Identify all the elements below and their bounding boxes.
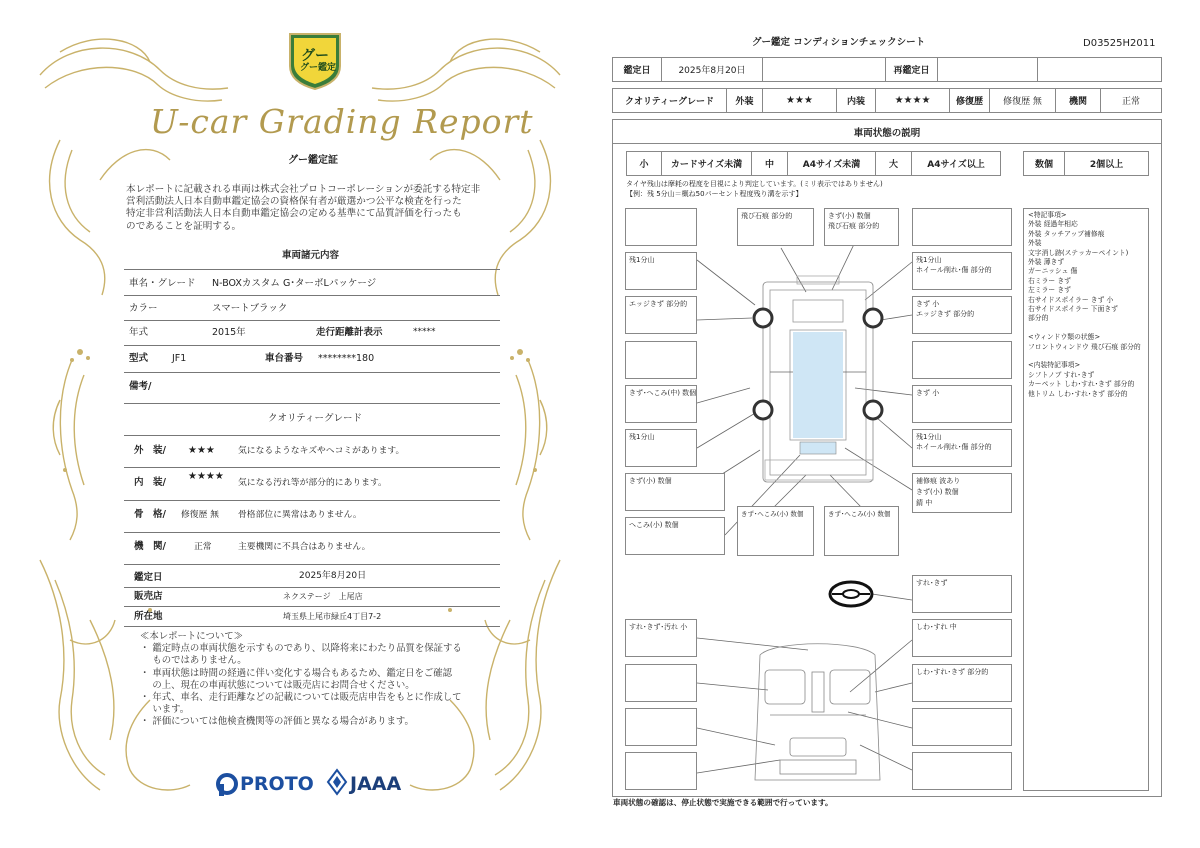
callout-text: きず(小) 数個 飛び石痕 部分的: [828, 212, 880, 230]
callout-box: [737, 208, 814, 246]
callout-box: [625, 619, 697, 657]
notes-title: ≪本レポートについて≫: [140, 631, 243, 642]
report-subtitle: グー鑑定証: [288, 155, 338, 166]
interior-stars: ★★★★: [875, 88, 950, 113]
appraisal-date-value: 2025年8月20日: [299, 571, 367, 581]
interior-text: 気になる汚れ等が部分的にあります。: [238, 478, 387, 488]
year-label: 年式: [129, 327, 149, 338]
notes-line: 外装 薄きず: [1028, 258, 1065, 267]
notes-line: ・ 年式、車名、走行距離などの記載については販売店申告をもとに作成して: [140, 692, 462, 704]
size-medium-desc: A4サイズ未満: [787, 151, 876, 176]
callout-text: 補修痕 波あり きず(小) 数個 錆 中: [916, 477, 961, 507]
callout-text: きず･へこみ(中) 数個: [629, 389, 697, 397]
notes-line: ・ 鑑定時点の車両状態を示すものであり、以降将来にわたり品質を保証する: [140, 643, 462, 655]
shop-value: ネクステージ 上尾店: [283, 592, 363, 601]
notes-line: 部分的: [1028, 314, 1049, 323]
shop-label: 販売店: [134, 591, 163, 602]
notes-line: 文字消し跡(ステッカーペイント): [1028, 248, 1129, 257]
callout-box: [625, 296, 697, 334]
callout-box: [625, 429, 697, 467]
callout-box: [625, 208, 697, 246]
callout-box: [912, 296, 1012, 334]
notes-line: <ウィンドウ類の状態>: [1028, 333, 1101, 342]
color-value: スマートブラック: [212, 303, 288, 314]
notes-line: ガーニッシュ 傷: [1028, 267, 1078, 276]
callout-box: [912, 752, 1012, 790]
model-label: 型式: [129, 353, 149, 364]
callout-box: [625, 385, 697, 423]
notes-line: 右サイドスポイラー きず 小: [1028, 295, 1114, 304]
callout-text: 残1分山: [629, 433, 655, 441]
callout-text: 飛び石痕 部分的: [741, 212, 793, 220]
address-label: 所在地: [134, 611, 163, 622]
mileage-label: 走行距離計表示: [316, 327, 383, 338]
engine-value: 正常: [1100, 88, 1162, 113]
notes-line: シフトノブ すれ･きず: [1028, 370, 1095, 379]
notes-line: 外装: [1028, 239, 1042, 248]
frame-text: 骨格部位に異常はありません。: [238, 510, 362, 520]
callout-box: [625, 517, 725, 555]
size-small: 小: [626, 151, 662, 176]
size-small-desc: カードサイズ未満: [661, 151, 752, 176]
chassis-value: ********180: [318, 353, 375, 364]
callout-box: [912, 575, 1012, 613]
callout-text: 残1分山 ホイール削れ･傷 部分的: [916, 433, 992, 451]
notes-line: フロントウィンドウ 飛び石痕 部分的: [1028, 342, 1141, 351]
notes-line: 右ミラー きず: [1028, 276, 1071, 285]
jaaa-logo-text: JAAA: [350, 773, 402, 795]
callout-box: [912, 619, 1012, 657]
callout-text: きず 小 エッジきず 部分的: [916, 300, 975, 318]
engine-label: 機関: [1055, 88, 1101, 113]
car-name-value: N-BOXカスタム G･ターボLパッケージ: [212, 278, 377, 289]
intro-line: 特定非営利活動法人日本自動車鑑定協会の定める基準にて品質評価を行ったも: [126, 208, 462, 220]
exterior-text: 気になるようなキズやヘコミがあります。: [238, 446, 405, 456]
notes-line: ・ 車両状態は時間の経過に伴い変化する場合もあるため、鑑定日をご確認: [140, 667, 452, 679]
callout-box: [625, 473, 725, 511]
tire-note: タイヤ残山は摩耗の程度を目視により判定しています。(ミリ表示ではありません): [626, 180, 883, 188]
callout-text: 残1分山 ホイール削れ･傷 部分的: [916, 256, 992, 274]
callout-box: [625, 341, 697, 379]
callout-text: きず･へこみ(小) 数個: [828, 510, 891, 518]
callout-text: へこみ(小) 数個: [629, 521, 679, 529]
repair-history-value: 修復歴 無: [989, 88, 1056, 113]
engine-text: 主要機関に不具合はありません。: [238, 542, 371, 552]
notes-line: カーペット しわ･すれ･きず 部分的: [1028, 380, 1135, 389]
notes-line: います。: [140, 704, 190, 716]
size-large: 大: [875, 151, 912, 176]
exterior-label: 外装: [726, 88, 763, 113]
count-label: 数個: [1023, 151, 1065, 176]
exterior-stars: ★★★: [762, 88, 837, 113]
callout-box: [625, 664, 697, 702]
callout-text: エッジきず 部分的: [629, 300, 688, 308]
interior-label: 内装: [836, 88, 876, 113]
callout-box: [912, 208, 1012, 246]
remarks-label: 備考/: [129, 381, 152, 392]
date-value: 2025年8月20日: [661, 57, 763, 82]
reappraisal-label: 再鑑定日: [885, 57, 938, 82]
report-title: U-car Grading Report: [150, 102, 534, 141]
repair-history-label: 修復歴: [949, 88, 990, 113]
year-value: 2015年: [212, 327, 246, 338]
color-label: カラー: [129, 303, 158, 314]
quality-grade-label: クオリティーグレード: [612, 88, 727, 113]
callout-box: [625, 708, 697, 746]
interior-stars: ★★★★: [188, 471, 224, 482]
callout-box: [824, 506, 899, 556]
notes-line: 外装 経過年相応: [1028, 220, 1078, 229]
mileage-value: *****: [413, 327, 436, 337]
callout-box: [912, 429, 1012, 467]
notes-line: 外装 タッチアップ補修痕: [1028, 229, 1105, 238]
size-large-desc: A4サイズ以上: [911, 151, 1001, 176]
engine-label: 機 関/: [134, 541, 166, 552]
notes-line: <内装特記事項>: [1028, 361, 1081, 370]
appraisal-date-label: 鑑定日: [134, 572, 163, 583]
notes-line: <特記事項>: [1028, 211, 1067, 219]
callout-text: すれ･きず: [916, 579, 948, 587]
engine-value: 正常: [194, 542, 212, 552]
address-value: 埼玉県上尾市緑丘4丁目7-2: [283, 612, 382, 621]
badge-label: グー鑑定: [300, 63, 337, 73]
callout-box: [912, 385, 1012, 423]
callout-text: しわ･すれ･きず 部分的: [916, 668, 989, 676]
condition-heading: 車両状態の説明: [612, 119, 1162, 144]
proto-logo-text: PROTO: [240, 773, 314, 795]
callout-box: [912, 473, 1012, 513]
spec-heading: 車両諸元内容: [282, 250, 340, 261]
callout-box: [912, 341, 1012, 379]
callout-text: しわ･すれ 中: [916, 623, 957, 631]
chassis-label: 車台番号: [265, 353, 304, 364]
model-value: JF1: [172, 353, 187, 364]
interior-label: 内 装/: [134, 477, 166, 488]
callout-box: [912, 708, 1012, 746]
svg-text:グー: グー: [301, 48, 329, 64]
frame-value: 修復歴 無: [181, 510, 219, 520]
sheet-title: グー鑑定 コンディションチェックシート: [752, 37, 926, 48]
steering-wheel-icon: [828, 580, 874, 608]
callout-box: [737, 506, 814, 556]
notes-line: ものではありません。: [140, 655, 247, 667]
callout-text: 残1分山: [629, 256, 655, 264]
callout-text: きず 小: [916, 389, 940, 397]
footer-note: 車両状態の確認は、停止状態で実施できる範囲で行っています。: [613, 798, 833, 807]
size-medium: 中: [751, 151, 788, 176]
exterior-stars: ★★★: [188, 445, 215, 456]
special-notes-panel: [1023, 208, 1149, 791]
callout-text: きず･へこみ(小) 数個: [741, 510, 804, 518]
intro-line: 本レポートに記載される車両は株式会社プロトコーポレーションが委託する特定非: [126, 184, 481, 195]
notes-line: ・ 評価については他検査機関等の評価と異なる場合があります。: [140, 716, 414, 728]
callout-box: [625, 252, 697, 290]
notes-line: の上、現在の車両状態については販売店にお問合せください。: [140, 679, 415, 691]
date-label: 鑑定日: [612, 57, 662, 82]
notes-line: 他トリム しわ･すれ･きず 部分的: [1028, 389, 1128, 398]
callout-box: [912, 664, 1012, 702]
frame-label: 骨 格/: [134, 509, 166, 520]
callout-text: すれ･きず･汚れ 小: [629, 623, 688, 631]
notes-line: 右サイドスポイラー 下面きず: [1028, 305, 1118, 314]
count-desc: 2個以上: [1064, 151, 1149, 176]
tire-example: 【例：残 5分山＝概ね50パーセント程度残り溝を示す】: [626, 190, 803, 198]
intro-line: のであることを証明する。: [126, 220, 242, 232]
callout-box: [912, 252, 1012, 290]
intro-line: 営利活動法人日本自動車鑑定協会の資格保有者が厳選かつ公平な検査を行った: [126, 196, 462, 208]
quality-heading: クオリティーグレード: [268, 413, 363, 424]
callout-text: きず(小) 数個: [629, 477, 672, 485]
callout-box: [625, 752, 697, 790]
notes-line: 左ミラー きず: [1028, 286, 1071, 295]
document-id: D03525H2011: [1083, 38, 1156, 49]
car-name-label: 車名・グレード: [129, 278, 196, 289]
callout-box: [824, 208, 899, 246]
exterior-label: 外 装/: [134, 445, 166, 456]
